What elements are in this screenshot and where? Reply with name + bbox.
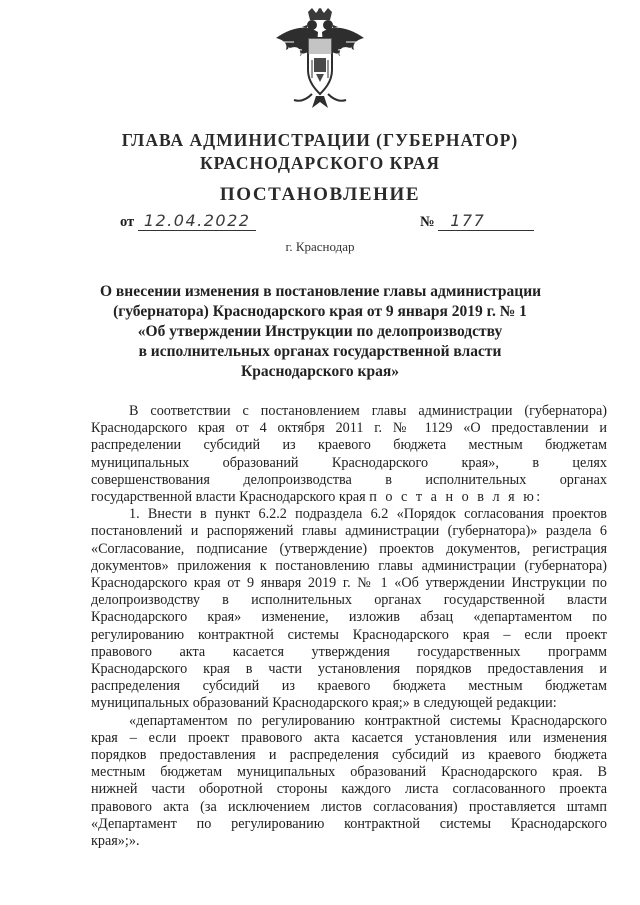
body-line: Краснодарского края от 4 октября 2011 г. № 1129 «О предоставлении и	[91, 420, 607, 437]
number-value: 177	[438, 211, 534, 231]
body-line-text: государственной власти Краснодарского края	[91, 489, 366, 506]
document-body	[91, 403, 607, 850]
body-line: совершенствования делопроизводства в исполнительных органах	[91, 471, 607, 488]
body-line: Краснодарского края от 9 января 2019 г. № 1 «Об утверждении Инструкции по	[91, 575, 607, 592]
document-type: ПОСТАНОВЛЕНИЕ	[219, 184, 421, 205]
body-line: местным бюджетам муниципальных образований Краснодарского края. В	[91, 764, 607, 781]
body-line: правового акта (за исключением листов согласования) проставляется штамп	[91, 798, 607, 815]
body-line: 1. Внести в пункт 6.2.2 подраздела 6.2 «Порядок согласования проектов	[129, 506, 607, 523]
body-line: регулированию контрактной системы Краснодарского края – если проект	[91, 626, 607, 643]
body-line: В соответствии с постановлением главы администрации (губернатора)	[129, 403, 607, 419]
body-line: муниципальных образований Краснодарского края;» в следующей редакции:	[91, 695, 557, 712]
body-line: порядков предоставления и распределения субсидий из краевого бюджета	[91, 747, 607, 764]
body-line: Краснодарского края» изменение, изложив абзац «департаментом по	[91, 609, 607, 626]
body-line: края»;».	[91, 833, 140, 850]
body-line: правового акта касается утверждения государственных программ	[91, 643, 607, 660]
body-line: постановлений и распоряжений главы администрации (губернатора)» раздела 6	[91, 523, 607, 540]
coat-of-arms-icon	[272, 8, 368, 110]
body-line: муниципальных образований Краснодарского края», в целях	[91, 454, 607, 471]
number-block	[420, 211, 534, 231]
issuer-title-line-1: ГЛАВА АДМИНИСТРАЦИИ (ГУБЕРНАТОР)	[121, 130, 519, 150]
body-line: нижней части оборотной стороны каждого листа согласованного проекта	[91, 781, 607, 798]
date-value: 12.04.2022	[138, 211, 256, 231]
title-line: в исполнительных органах государственной власти	[138, 343, 502, 360]
body-line: «Согласование, подписание (утверждение) проектов документов, регистрация	[91, 540, 607, 557]
title-line: (губернатора) Краснодарского края от 9 января 2019 г. № 1	[113, 303, 527, 320]
city-label: г. Краснодар	[285, 239, 355, 254]
body-line: распределения субсидий из краевого бюджета местным бюджетам	[91, 678, 607, 695]
issuer-title-line-2: КРАСНОДАРСКОГО КРАЯ	[199, 153, 441, 173]
body-line: распределении субсидий из краевого бюджета местным бюджетам	[91, 437, 607, 454]
body-line: Краснодарского края в части установления порядков предоставления и	[91, 661, 607, 678]
title-line: «Об утверждении Инструкции по делопроизводству	[137, 323, 503, 340]
body-line: «департаментом по регулированию контрактной системы Краснодарского	[129, 712, 607, 729]
body-line	[91, 489, 607, 506]
body-line: делопроизводству в исполнительных органах государственной власти	[91, 592, 607, 609]
body-line: «Департамент по регулированию контрактной системы Краснодарского	[91, 815, 607, 832]
document-title	[100, 282, 540, 382]
number-prefix: №	[420, 214, 435, 230]
body-line: края – если проект правового акта касается установления или изменения	[91, 729, 607, 746]
body-line: документов» приложения к постановлению главы администрации (губернатора)	[91, 557, 607, 574]
title-line: О внесении изменения в постановление главы администрации	[100, 283, 542, 300]
date-block	[120, 211, 256, 231]
resolve-word: п о с т а н о в л я ю:	[369, 489, 543, 506]
date-prefix: от	[120, 214, 135, 230]
title-line: Краснодарского края»	[240, 363, 399, 380]
